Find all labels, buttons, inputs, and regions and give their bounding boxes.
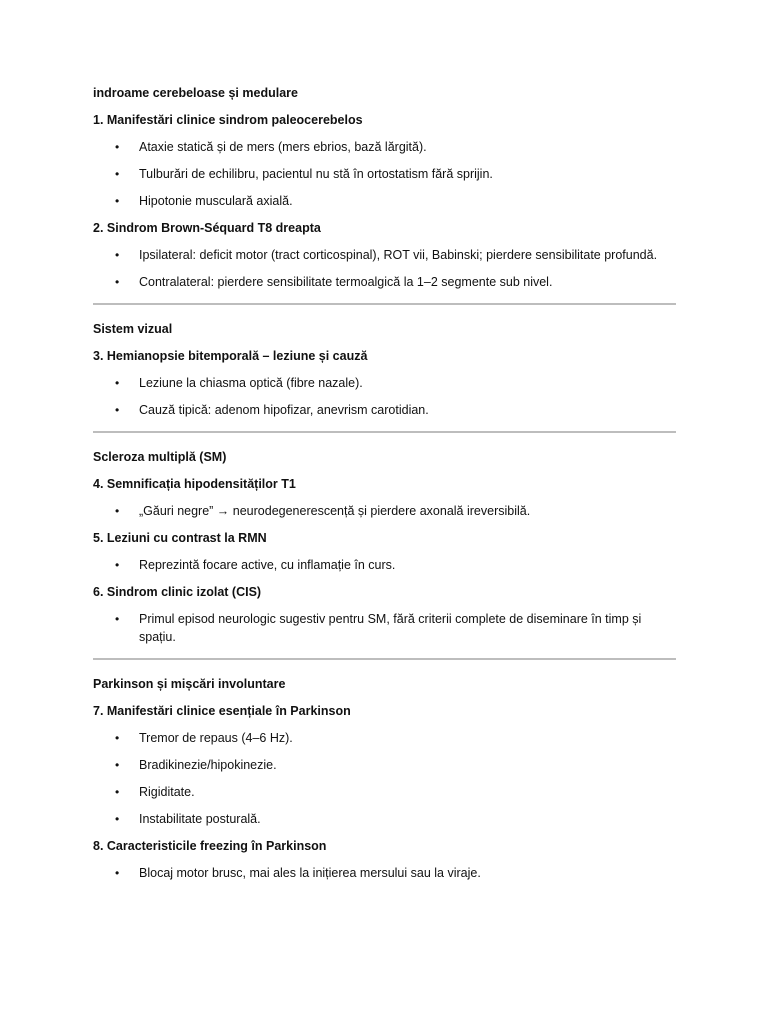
section-visual-system <box>93 320 676 419</box>
list-item <box>93 556 676 574</box>
section-heading: Scleroza multiplă (SM) <box>93 450 227 464</box>
bullet-list <box>93 502 676 520</box>
bullet-icon: • <box>115 376 120 390</box>
bullet-icon: • <box>115 812 120 826</box>
bullet-icon: • <box>115 558 120 572</box>
bullet-icon: • <box>115 785 120 799</box>
bullet-icon: • <box>115 194 120 208</box>
bullet-icon: • <box>115 731 120 745</box>
list-item-text: Instabilitate posturală. <box>139 812 261 826</box>
list-item <box>93 374 676 392</box>
bullet-list <box>93 729 676 828</box>
list-item <box>93 783 676 801</box>
document-page <box>93 84 676 891</box>
section-divider <box>93 658 676 660</box>
bullet-list <box>93 864 676 882</box>
list-item <box>93 401 676 419</box>
question-block <box>93 529 676 574</box>
bullet-list <box>93 138 676 210</box>
list-item <box>93 165 676 183</box>
bullet-list <box>93 556 676 574</box>
section-parkinson <box>93 675 676 882</box>
list-item <box>93 729 676 747</box>
question-heading: 8. Caracteristicile freezing în Parkinson <box>93 839 327 853</box>
section-multiple-sclerosis <box>93 448 676 646</box>
question-block <box>93 837 676 882</box>
question-block <box>93 219 676 291</box>
bullet-icon: • <box>115 504 120 518</box>
section-divider <box>93 431 676 433</box>
list-item <box>93 810 676 828</box>
bullet-icon: • <box>115 167 120 181</box>
list-item-text: Ataxie statică și de mers (mers ebrios, bază lărgită). <box>139 140 427 154</box>
bullet-icon: • <box>115 612 120 626</box>
list-item <box>93 756 676 774</box>
list-item <box>93 273 676 291</box>
bullet-icon: • <box>115 248 120 262</box>
bullet-list <box>93 610 676 646</box>
list-item <box>93 138 676 156</box>
list-item-text: Leziune la chiasma optică (fibre nazale). <box>139 376 363 390</box>
section-divider <box>93 303 676 305</box>
section-heading: Sistem vizual <box>93 322 173 336</box>
question-heading: 2. Sindrom Brown-Séquard T8 dreapta <box>93 221 321 235</box>
question-block <box>93 347 676 419</box>
list-item-text: „Găuri negre” → neurodegenerescență și pierdere axonală ireversibilă. <box>139 504 531 518</box>
question-heading: 5. Leziuni cu contrast la RMN <box>93 531 267 545</box>
list-item-text: Bradikinezie/hipokinezie. <box>139 758 277 772</box>
list-item <box>93 246 676 264</box>
bullet-list <box>93 246 676 291</box>
bullet-icon: • <box>115 403 120 417</box>
question-heading: 7. Manifestări clinice esențiale în Parkinson <box>93 704 351 718</box>
question-block <box>93 583 676 646</box>
list-item-text: Cauză tipică: adenom hipofizar, anevrism carotidian. <box>139 403 429 417</box>
section-heading: Parkinson și mișcări involuntare <box>93 677 286 691</box>
list-item-text: Tremor de repaus (4–6 Hz). <box>139 731 293 745</box>
list-item-text: Hipotonie musculară axială. <box>139 194 293 208</box>
bullet-icon: • <box>115 866 120 880</box>
question-block <box>93 111 676 210</box>
question-heading: 3. Hemianopsie bitemporală – leziune și cauză <box>93 349 368 363</box>
section-heading: indroame cerebeloase și medulare <box>93 86 298 100</box>
list-item-text: Rigiditate. <box>139 785 195 799</box>
list-item-text: Reprezintă focare active, cu inflamație în curs. <box>139 558 396 572</box>
question-block <box>93 702 676 828</box>
list-item <box>93 502 676 520</box>
question-heading: 1. Manifestări clinice sindrom paleocerebelos <box>93 113 363 127</box>
bullet-icon: • <box>115 758 120 772</box>
list-item-text: Primul episod neurologic sugestiv pentru SM, fără criterii complete de diseminare în timp și spațiu. <box>139 612 642 644</box>
list-item <box>93 610 676 646</box>
list-item-text: Tulburări de echilibru, pacientul nu stă în ortostatism fără sprijin. <box>139 167 493 181</box>
list-item-text: Ipsilateral: deficit motor (tract corticospinal), ROT vii, Babinski; pierdere sensibilitate profundă. <box>139 248 658 262</box>
question-heading: 4. Semnificația hipodensităților T1 <box>93 477 296 491</box>
list-item <box>93 864 676 882</box>
section-cerebellar-medullary <box>93 84 676 291</box>
bullet-icon: • <box>115 275 120 289</box>
question-block <box>93 475 676 520</box>
question-heading: 6. Sindrom clinic izolat (CIS) <box>93 585 262 599</box>
list-item-text: Contralateral: pierdere sensibilitate termoalgică la 1–2 segmente sub nivel. <box>139 275 553 289</box>
bullet-icon: • <box>115 140 120 154</box>
bullet-list <box>93 374 676 419</box>
list-item-text: Blocaj motor brusc, mai ales la inițierea mersului sau la viraje. <box>139 866 481 880</box>
list-item <box>93 192 676 210</box>
